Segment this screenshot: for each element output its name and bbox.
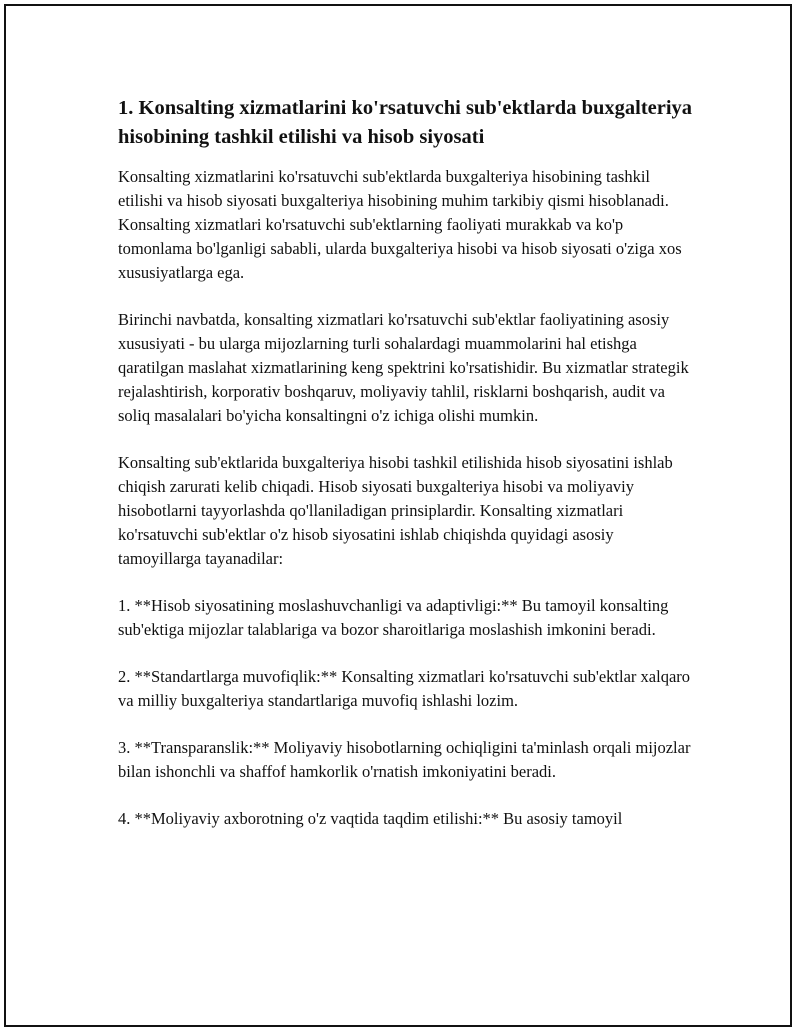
list-item-4: 4. **Moliyaviy axborotning o'z vaqtida taqdim etilishi:** Bu asosiy tamoyil [118, 809, 623, 828]
paragraph-intro: Konsalting xizmatlarini ko'rsatuvchi sub'ektlarda buxgalteriya hisobining tashkil etilishi va hisob siyosati buxgalteriya hisobining muhim tarkibiy qismi hisoblanadi. Konsalting xizmatlari ko'rsatuvchi sub'ektlarning faoliyati murakkab va ko'p tomonlama bo'lganligi sababli, ularda buxgalteriya hisobi va hisob siyosati o'ziga xos xususiyatlarga ega. [118, 167, 682, 282]
section-title: 1. Konsalting xizmatlarini ko'rsatuvchi sub'ektlarda buxgalteriya hisobining tashkil etilishi va hisob siyosati [118, 97, 693, 148]
document-body [118, 94, 693, 854]
paragraph-policy: Konsalting sub'ektlarida buxgalteriya hisobi tashkil etilishida hisob siyosatini ishlab chiqish zarurati kelib chiqadi. Hisob siyosati buxgalteriya hisobi va moliyaviy hisobotlarni tayyorlashda qo'llaniladigan prinsiplardir. Konsalting xizmatlari ko'rsatuvchi sub'ektlar o'z hisob siyosatini ishlab chiqishda quyidagi asosiy tamoyillarga tayanadilar: [118, 453, 673, 568]
list-item-2: 2. **Standartlarga muvofiqlik:** Konsalting xizmatlari ko'rsatuvchi sub'ektlar xalqaro va milliy buxgalteriya standartlariga muvofiq ishlashi lozim. [118, 667, 691, 710]
paragraph-features: Birinchi navbatda, konsalting xizmatlari ko'rsatuvchi sub'ektlar faoliyatining asosiy xususiyati - bu ularga mijozlarning turli sohalardagi muammolarini hal etishga qaratilgan maslahat xizmatlarining keng spektrini ko'rsatishidir. Bu xizmatlar strategik rejalashtirish, korporativ boshqaruv, moliyaviy tahlil, risklarni boshqarish, audit va soliq masalalari bo'yicha konsaltingni o'z ichiga olishi mumkin. [118, 310, 689, 425]
list-item-3: 3. **Transparanslik:** Moliyaviy hisobotlarning ochiqligini ta'minlash orqali mijozlar bilan ishonchli va shaffof hamkorlik o'rnatish imkoniyatini beradi. [118, 738, 691, 781]
list-item-1: 1. **Hisob siyosatining moslashuvchanligi va adaptivligi:** Bu tamoyil konsalting sub'ektiga mijozlar talablariga va bozor sharoitlariga moslashish imkonini beradi. [118, 596, 669, 639]
